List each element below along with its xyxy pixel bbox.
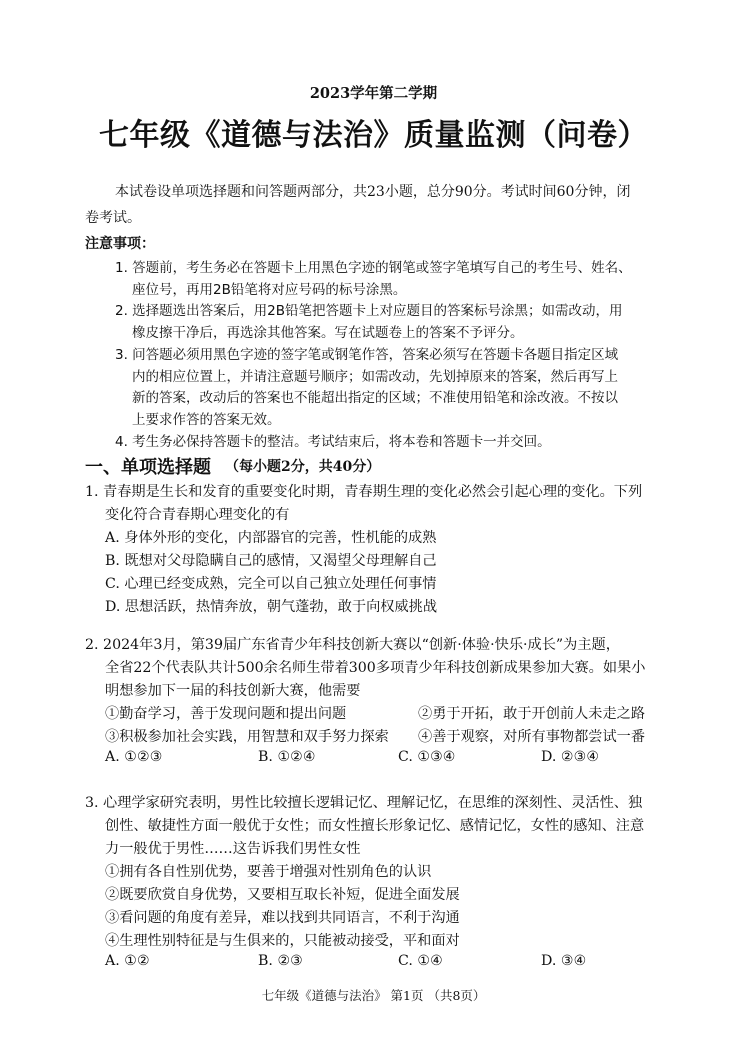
q2-stem-line-3: 明想参加下一届的科技创新大赛，他需要 [105, 683, 361, 699]
q3-stem-line-2: 创性、敏捷性方面一般优于女性；而女性擅长形象记忆、感情记忆，女性的感知、注意 [105, 818, 645, 834]
q3-option-c: C. ①④ [398, 953, 443, 969]
q2-option-b: B. ①②④ [258, 749, 316, 765]
notice-item-4-line-1: 4. 考生务必保持答题卡的整洁。考试结束后，将本卷和答题卡一并交回。 [115, 434, 551, 450]
q3-statement-3: ③看问题的角度有差异，难以找到共同语言，不利于沟通 [105, 910, 460, 926]
notice-item-1-line-1: 1. 答题前，考生务必在答题卡上用黑色字迹的钢笔或签字笔填写自己的考生号、姓名、 [115, 260, 632, 276]
q1-stem-line-1: 1. 青春期是生长和发育的重要变化时期，青春期生理的变化必然会引起心理的变化。下列 [85, 484, 643, 500]
q2-stem-line-1: 2. 2024年3月，第39届广东省青少年科技创新大赛以“创新·体验·快乐·成长”为主题， [85, 637, 620, 653]
q3-option-a: A. ①② [105, 953, 150, 969]
q3-statement-1: ①拥有各自性别优势，要善于增强对性别角色的认识 [105, 864, 432, 880]
page-footer: 七年级《道德与法治》 第1页 （共8页） [261, 988, 486, 1003]
q2-option-c: C. ①③④ [398, 749, 456, 765]
notice-item-3-line-4: 上要求作答的答案无效。 [132, 412, 281, 428]
semester-label: 2023学年第二学期 [309, 85, 438, 102]
q2-option-d: D. ②③④ [541, 749, 600, 765]
notice-item-3-line-2: 内的相应位置上，并请注意题号顺序；如需改动，先划掉原来的答案，然后再写上 [132, 369, 618, 385]
q3-option-d: D. ③④ [541, 953, 587, 969]
q3-stem-line-1: 3. 心理学家研究表明，男性比较擅长逻辑记忆、理解记忆，在思维的深刻性、灵活性、独 [85, 795, 643, 811]
q3-statement-2: ②既要欣赏自身优势，又要相互取长补短，促进全面发展 [105, 887, 460, 903]
q1-option-b: B. 既想对父母隐瞒自己的感情，又渴望父母理解自己 [105, 553, 437, 569]
section-note: （每小题2分，共40分） [225, 459, 381, 475]
notice-item-2-line-1: 2. 选择题选出答案后，用2B铅笔把答题卡上对应题目的答案标号涂黑；如需改动，用 [115, 303, 623, 319]
q1-option-d: D. 思想活跃，热情奔放，朝气蓬勃，敢于向权威挑战 [105, 599, 438, 615]
intro-line-1: 本试卷设单项选择题和问答题两部分，共23小题，总分90分。考试时间60分钟，闭 [115, 184, 631, 200]
notice-item-1-line-2: 座位号，再用2B铅笔将对应号码的标号涂黑。 [132, 282, 407, 298]
q1-option-a: A. 身体外形的变化，内部器官的完善，性机能的成熟 [105, 530, 437, 546]
q2-stem-line-2: 全省22个代表队共计500余名师生带着300多项青少年科技创新成果参加大赛。如果小 [105, 660, 646, 676]
q2-statement-2: ②勇于开拓，敢于开创前人未走之路 [418, 706, 646, 722]
q2-statement-1: ①勤奋学习，善于发现问题和提出问题 [105, 706, 347, 722]
q3-option-b: B. ②③ [258, 953, 303, 969]
q3-statement-4: ④生理性别特征是与生俱来的，只能被动接受，平和面对 [105, 933, 460, 949]
q2-statement-3: ③积极参加社会实践，用智慧和双手努力探索 [105, 729, 389, 745]
q2-option-a: A. ①②③ [105, 749, 163, 765]
notice-item-3-line-1: 3. 问答题必须用黑色字迹的签字笔或钢笔作答，答案必须写在答题卡各题目指定区域 [115, 347, 619, 363]
q1-stem-line-2: 变化符合青春期心理变化的有 [105, 507, 290, 523]
notice-item-3-line-3: 新的答案，改动后的答案也不能超出指定的区域；不准使用铅笔和涂改液。不按以 [132, 390, 618, 406]
section-heading: 一、单项选择题 [85, 457, 211, 478]
notice-heading: 注意事项： [85, 236, 155, 252]
page-title: 七年级《道德与法治》质量监测（问卷） [99, 118, 648, 153]
q1-option-c: C. 心理已经变成熟，完全可以自己独立处理任何事情 [105, 576, 437, 592]
notice-item-2-line-2: 橡皮擦干净后，再选涂其他答案。写在试题卷上的答案不予评分。 [132, 325, 524, 341]
q3-stem-line-3: 力一般优于男性……这告诉我们男性女性 [105, 841, 361, 857]
intro-line-2: 卷考试。 [85, 210, 141, 226]
q2-statement-4: ④善于观察，对所有事物都尝试一番 [418, 729, 646, 745]
